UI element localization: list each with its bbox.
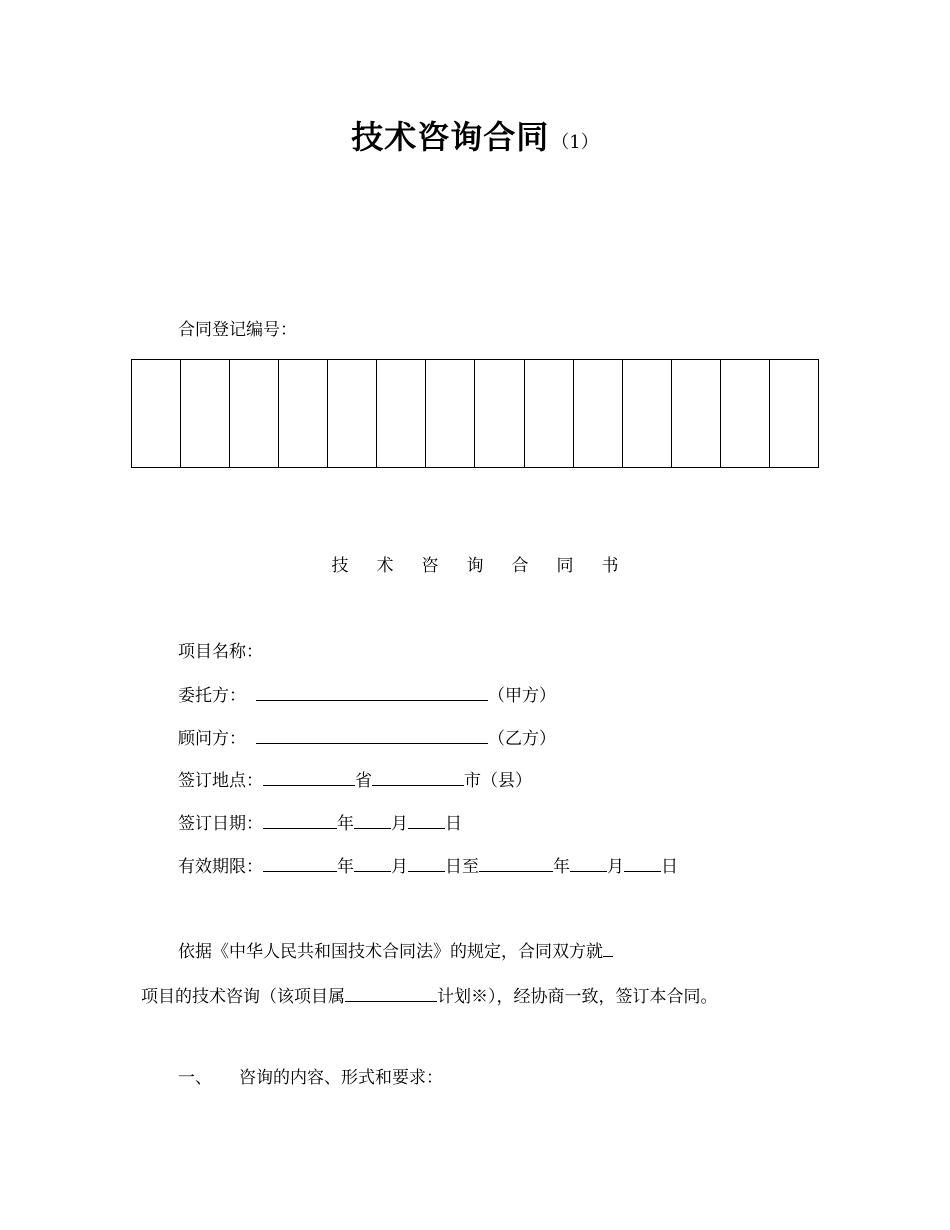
signing-place-label: 签订地点： xyxy=(178,771,263,791)
end-year-blank xyxy=(479,853,553,872)
validity-row xyxy=(178,853,678,879)
start-year-text: 年 xyxy=(337,857,354,877)
title-suffix: （1） xyxy=(551,132,599,153)
end-month-text: 月 xyxy=(607,857,624,877)
registration-box xyxy=(622,360,671,468)
basis-text-2-pre: 项目的技术咨询（该项目属 xyxy=(141,987,345,1007)
validity-label: 有效期限： xyxy=(178,857,263,877)
city-blank xyxy=(372,767,464,786)
to-text: 至 xyxy=(462,857,479,877)
registration-box xyxy=(720,360,769,468)
signing-date-label: 签订日期： xyxy=(178,814,263,834)
registration-box xyxy=(524,360,573,468)
registration-number-grid xyxy=(131,359,819,468)
basis-text-2-post: 计划※），经协商一致，签订本合同。 xyxy=(437,987,718,1007)
end-day-text: 日 xyxy=(661,857,678,877)
registration-box xyxy=(573,360,622,468)
document-title xyxy=(0,112,950,158)
project-name-label: 项目名称： xyxy=(178,642,263,662)
client-blank xyxy=(256,682,488,701)
start-month-blank xyxy=(354,853,391,872)
registration-box xyxy=(328,360,377,468)
subtitle-char: 咨 xyxy=(421,556,439,576)
subtitle-char: 书 xyxy=(601,556,619,576)
day-blank xyxy=(408,810,445,829)
start-year-blank xyxy=(263,853,337,872)
registration-grid-row xyxy=(132,360,819,468)
client-row xyxy=(178,682,556,708)
registration-box xyxy=(769,360,818,468)
year-blank xyxy=(263,810,337,829)
end-month-blank xyxy=(570,853,607,872)
title-main: 技术咨询合同 xyxy=(351,118,550,156)
registration-box xyxy=(671,360,720,468)
registration-box xyxy=(181,360,230,468)
registration-box xyxy=(475,360,524,468)
plan-blank xyxy=(345,983,437,1002)
start-month-text: 月 xyxy=(391,857,408,877)
registration-box xyxy=(132,360,181,468)
registration-number-label: 合同登记编号： xyxy=(178,320,297,340)
registration-box xyxy=(377,360,426,468)
end-year-text: 年 xyxy=(553,857,570,877)
section-1-title: 咨询的内容、形式和要求： xyxy=(239,1068,443,1088)
subtitle-char: 同 xyxy=(556,556,574,576)
basis-text-1: 依据《中华人民共和国技术合同法》的规定，合同双方就 xyxy=(178,942,603,962)
consultant-blank xyxy=(256,725,488,744)
basis-line-2 xyxy=(141,983,718,1009)
city-text: 市（县） xyxy=(464,771,532,791)
consultant-suffix: （乙方） xyxy=(488,729,556,749)
start-day-text: 日 xyxy=(445,857,462,877)
month-text: 月 xyxy=(391,814,408,834)
start-day-blank xyxy=(408,853,445,872)
month-blank xyxy=(354,810,391,829)
day-text: 日 xyxy=(445,814,462,834)
consultant-label: 顾问方： xyxy=(178,729,246,749)
province-text: 省 xyxy=(355,771,372,791)
subtitle-char: 询 xyxy=(466,556,484,576)
registration-box xyxy=(426,360,475,468)
contract-subtitle xyxy=(0,554,950,578)
project-blank xyxy=(603,938,613,957)
section-1-number: 一、 xyxy=(178,1068,212,1088)
year-text: 年 xyxy=(337,814,354,834)
basis-line-1 xyxy=(178,938,613,964)
registration-box xyxy=(279,360,328,468)
project-name-row xyxy=(178,640,263,664)
section-1-heading xyxy=(178,1066,443,1090)
client-suffix: （甲方） xyxy=(488,686,556,706)
subtitle-char: 术 xyxy=(376,556,394,576)
registration-box xyxy=(230,360,279,468)
end-day-blank xyxy=(624,853,661,872)
subtitle-char: 技 xyxy=(331,556,349,576)
subtitle-char: 合 xyxy=(511,556,529,576)
client-label: 委托方： xyxy=(178,686,246,706)
signing-place-row xyxy=(178,767,532,793)
consultant-row xyxy=(178,725,556,751)
province-blank xyxy=(263,767,355,786)
signing-date-row xyxy=(178,810,462,836)
